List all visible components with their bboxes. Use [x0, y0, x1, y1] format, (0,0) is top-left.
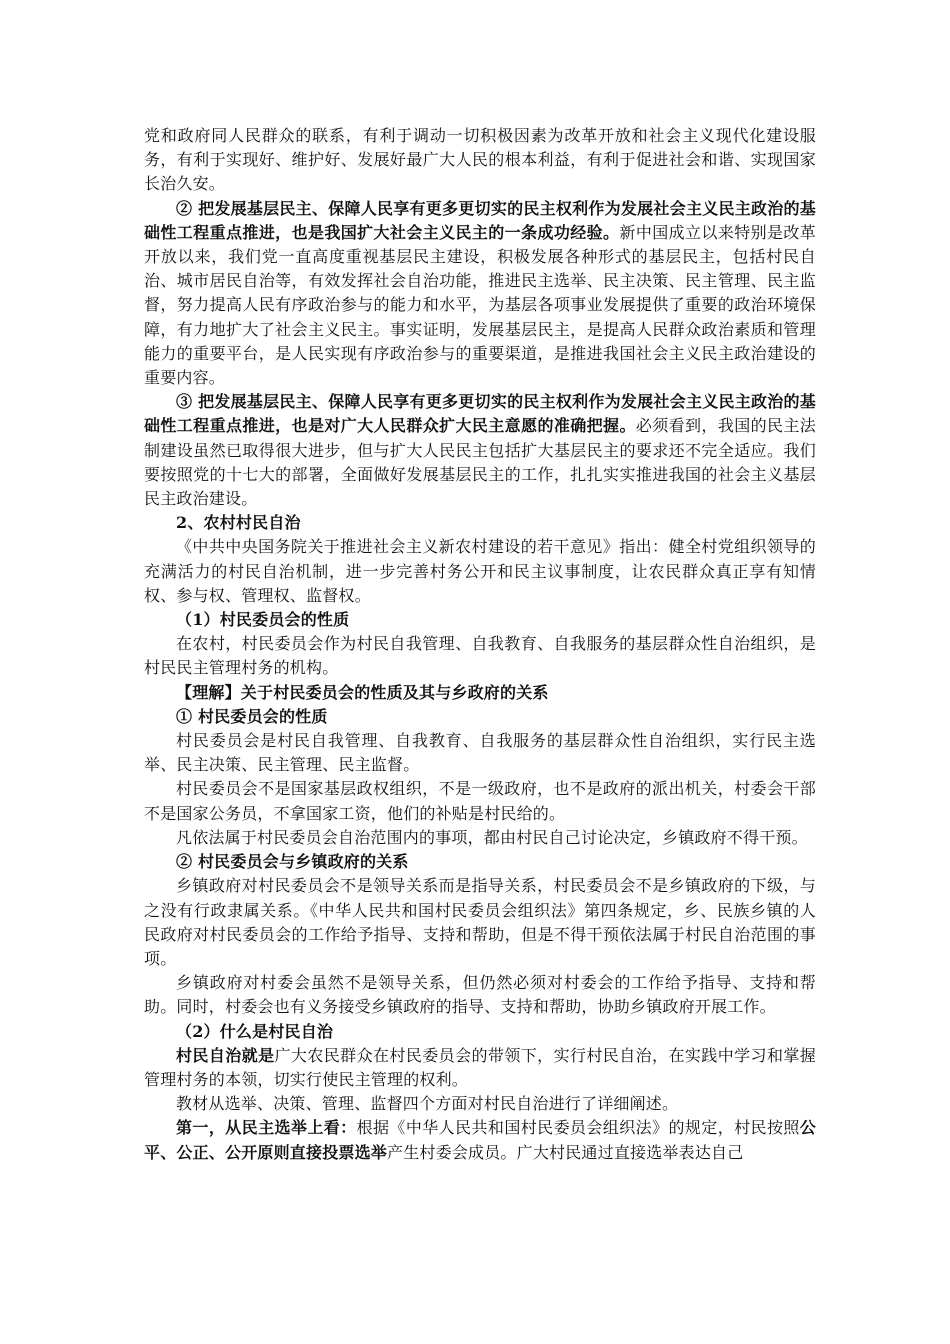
bold-text: 2、农村村民自治 — [176, 513, 301, 533]
body-text: 新中国成立以来特别是改革开放以来，我们党一直高度重视基层民主建设，积极发展各种形式的基层民主，包括村民自治、城市居民自治等，有效发挥社会自治功能，推进民主选举、民主决策、民主管理、民主监督，努力提高人民有序政治参与的能力和水平，为基层各项事业发展提供了重要的政治环境保障，有力地扩大了社会主义民主。事实证明，发展基层民主，是提高人民群众政治素质和管理能力的重要平台，是人民实现有序政治参与的重要渠道，是推进我国社会主义民主政治建设的重要内容。 — [144, 222, 816, 388]
bold-text: 村民自治就是 — [176, 1045, 275, 1065]
bold-text: 公平、公正、公开原则直接投票选举 — [144, 1118, 816, 1162]
paragraph — [144, 850, 816, 874]
bold-text: （1）村民委员会的性质 — [176, 610, 350, 630]
body-text: 产生村委会成员。广大村民通过直接选举表达自己 — [387, 1142, 744, 1162]
paragraph — [144, 197, 816, 391]
paragraph — [144, 874, 816, 971]
document-page — [144, 124, 816, 1165]
paragraph — [144, 608, 816, 632]
paragraph — [144, 705, 816, 729]
paragraph — [144, 681, 816, 705]
bold-text: ③ 把发展基层民主、保障人民享有更多更切实的民主权利作为发展社会主义民主政治的基础性工程重点推进，也是对广大人民群众扩大民主意愿的准确把握。 — [144, 392, 816, 436]
body-text: 党和政府同人民群众的联系，有利于调动一切积极因素为改革开放和社会主义现代化建设服务，有利于实现好、维护好、发展好最广大人民的根本利益，有利于促进社会和谐、实现国家长治久安。 — [144, 126, 816, 194]
paragraph — [144, 971, 816, 1019]
body-text: 根据《中华人民共和国村民委员会组织法》的规定，村民按照 — [356, 1118, 800, 1138]
body-text: 教材从选举、决策、管理、监督四个方面对村民自治进行了详细阐述。 — [176, 1094, 679, 1114]
bold-text: ② 把发展基层民主、保障人民享有更多更切实的民主权利作为发展社会主义民主政治的基础性工程重点推进，也是我国扩大社会主义民主的一条成功经验。 — [144, 198, 816, 242]
body-text: 乡镇政府对村委会虽然不是领导关系，但仍然必须对村委会的工作给予指导、支持和帮助。同时，村委会也有义务接受乡镇政府的指导、支持和帮助，协助乡镇政府开展工作。 — [144, 973, 816, 1017]
bold-text: 第一，从民主选举上看： — [176, 1118, 357, 1138]
body-text: 在农村，村民委员会作为村民自我管理、自我教育、自我服务的基层群众性自治组织，是村民民主管理村务的机构。 — [144, 634, 816, 678]
body-text: 村民委员会是村民自我管理、自我教育、自我服务的基层群众性自治组织，实行民主选举、民主决策、民主管理、民主监督。 — [144, 731, 816, 775]
paragraph — [144, 729, 816, 777]
paragraph — [144, 632, 816, 680]
body-text: 必须看到，我国的民主法制建设虽然已取得很大进步，但与扩大人民民主包括扩大基层民主的要求还不完全适应。我们要按照党的十七大的部署，全面做好发展基层民主的工作，扎扎实实推进我国的社会主义基层民主政治建设。 — [144, 416, 816, 509]
body-text: 凡依法属于村民委员会自治范围内的事项，都由村民自己讨论决定，乡镇政府不得干预。 — [176, 827, 808, 847]
paragraph — [144, 1044, 816, 1092]
body-text: 乡镇政府对村民委员会不是领导关系而是指导关系，村民委员会不是乡镇政府的下级，与之没有行政隶属关系。《中华人民共和国村民委员会组织法》第四条规定，乡、民族乡镇的人民政府对村民委员会的工作给予指导、支持和帮助，但是不得干预依法属于村民自治范围的事项。 — [144, 876, 816, 968]
paragraph — [144, 390, 816, 511]
paragraph — [144, 535, 816, 608]
bold-text: ① 村民委员会的性质 — [176, 706, 328, 726]
paragraph — [144, 124, 816, 197]
bold-text: ② 村民委员会与乡镇政府的关系 — [176, 852, 409, 872]
body-text: 村民委员会不是国家基层政权组织，不是一级政府，也不是政府的派出机关，村委会干部不是国家公务员，不拿国家工资，他们的补贴是村民给的。 — [144, 779, 816, 823]
body-text: 《中共中央国务院关于推进社会主义新农村建设的若干意见》指出：健全村党组织领导的充满活力的村民自治机制，进一步完善村务公开和民主议事制度，让农民群众真正享有知情权、参与权、管理权、监督权。 — [144, 537, 816, 605]
paragraph — [144, 826, 816, 850]
paragraph — [144, 511, 816, 535]
paragraph — [144, 1116, 816, 1164]
bold-text: 【理解】关于村民委员会的性质及其与乡政府的关系 — [176, 682, 549, 702]
paragraph — [144, 1092, 816, 1116]
paragraph — [144, 777, 816, 825]
bold-text: （2）什么是村民自治 — [176, 1021, 334, 1041]
body-text: 广大农民群众在村民委员会的带领下，实行村民自治，在实践中学习和掌握管理村务的本领，切实行使民主管理的权利。 — [144, 1045, 816, 1089]
paragraph — [144, 1020, 816, 1044]
